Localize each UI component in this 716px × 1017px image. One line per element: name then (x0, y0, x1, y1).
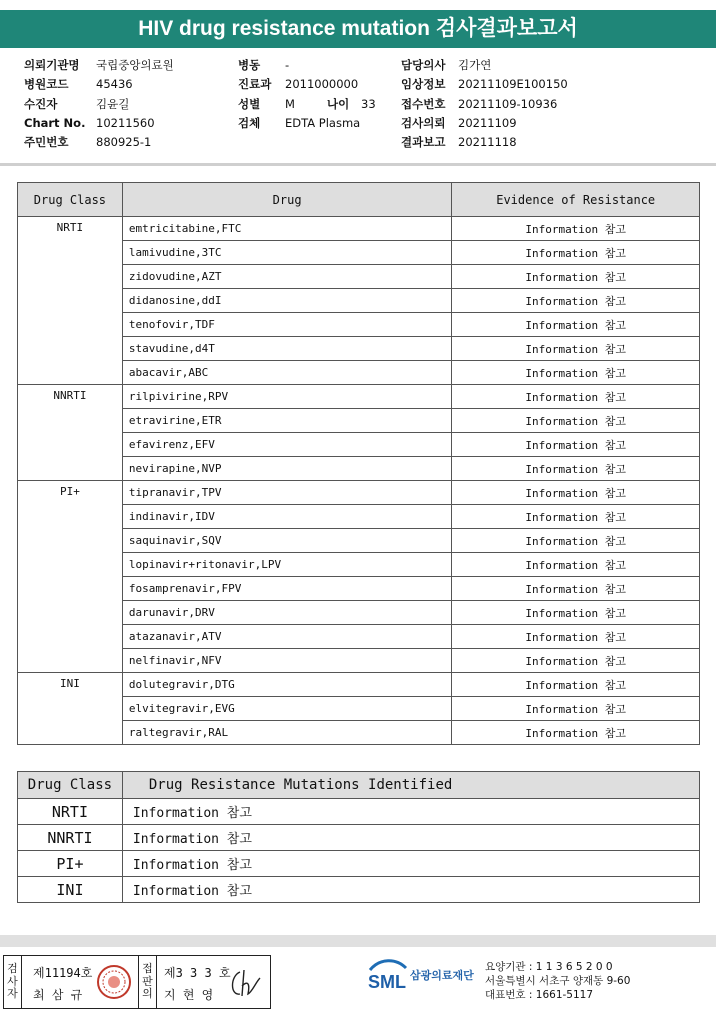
info-value: 880925-1 (96, 135, 152, 150)
org-line: 대표번호 : 1661-5117 (485, 989, 594, 1001)
drug-cell: abacavir,ABC (122, 361, 452, 385)
org-line: 서울특별시 서초구 양재동 9-60 (485, 975, 631, 987)
drug-cell: rilpivirine,RPV (122, 385, 452, 409)
evidence-cell: Information 참고 (452, 217, 700, 241)
column-header: Drug (122, 183, 452, 217)
info-value: 김윤길 (96, 96, 130, 111)
evidence-cell: Information 참고 (452, 721, 700, 745)
drug-class-cell: INI (18, 877, 123, 903)
drug-cell: lopinavir+ritonavir,LPV (122, 553, 452, 577)
evidence-cell: Information 참고 (452, 361, 700, 385)
footer-divider (0, 935, 716, 947)
evidence-cell: Information 참고 (452, 553, 700, 577)
info-value: 20211118 (458, 135, 517, 150)
drug-class-cell: PI+ (18, 481, 123, 673)
drug-class-cell: NNRTI (18, 825, 123, 851)
info-label: 검체 (238, 115, 261, 130)
evidence-cell: Information 참고 (452, 625, 700, 649)
info-value: 10211560 (96, 115, 155, 130)
evidence-cell: Information 참고 (452, 265, 700, 289)
org-details (485, 960, 630, 1002)
resistance-table (17, 182, 700, 745)
drug-cell: emtricitabine,FTC (122, 217, 452, 241)
drug-class-cell: PI+ (18, 851, 123, 877)
drug-cell: indinavir,IDV (122, 505, 452, 529)
info-label: 수진자 (24, 96, 58, 111)
evidence-cell: Information 참고 (452, 601, 700, 625)
evidence-cell: Information 참고 (452, 433, 700, 457)
sml-logo-icon (366, 956, 408, 994)
evidence-cell: Information 참고 (452, 697, 700, 721)
report-title: HIV drug resistance mutation 검사결과보고서 (0, 10, 716, 48)
org-line: 요양기관 : 1 1 3 6 5 2 0 0 (485, 961, 613, 973)
patient-info-col3 (401, 56, 568, 152)
org-logo (366, 956, 474, 994)
evidence-cell: Information 참고 (452, 241, 700, 265)
drug-cell: elvitegravir,EVG (122, 697, 452, 721)
mutation-cell: Information 참고 (122, 825, 699, 851)
info-value: 김가연 (458, 58, 492, 72)
evidence-cell: Information 참고 (452, 385, 700, 409)
info-value: 20211109E100150 (458, 77, 568, 92)
table-row (18, 851, 700, 877)
table-row (18, 481, 700, 505)
evidence-cell: Information 참고 (452, 577, 700, 601)
info-value: 20211109-10936 (458, 96, 558, 111)
column-header: Drug Resistance Mutations Identified (122, 772, 699, 799)
tab-char: 사 (7, 974, 18, 988)
info-value: M (285, 96, 295, 111)
patient-info-col1 (24, 56, 174, 152)
info-value: 2011000000 (285, 77, 359, 92)
info-value: 국립중앙의료원 (96, 58, 174, 72)
evidence-cell: Information 참고 (452, 289, 700, 313)
info-label: 주민번호 (24, 135, 69, 150)
drug-class-cell: NRTI (18, 799, 123, 825)
info-label: 결과보고 (401, 135, 446, 150)
info-value: 45436 (96, 77, 133, 92)
tab-char: 판 (142, 974, 153, 988)
info-label: 병동 (238, 58, 261, 72)
evidence-cell: Information 참고 (452, 481, 700, 505)
mutation-cell: Information 참고 (122, 851, 699, 877)
evidence-cell: Information 참고 (452, 673, 700, 697)
evidence-cell: Information 참고 (452, 313, 700, 337)
info-label: 성별 (238, 96, 261, 111)
tab-char: 의 (142, 987, 153, 1001)
patient-info-col2 (238, 56, 376, 133)
reviewer-tab (138, 956, 157, 1008)
info-value: 33 (361, 96, 376, 111)
drug-cell: lamivudine,3TC (122, 241, 452, 265)
drug-cell: stavudine,d4T (122, 337, 452, 361)
drug-cell: dolutegravir,DTG (122, 673, 452, 697)
column-header: Drug Class (18, 772, 123, 799)
column-header: Evidence of Resistance (452, 183, 700, 217)
drug-cell: fosamprenavir,FPV (122, 577, 452, 601)
table-row (18, 217, 700, 241)
org-name: 삼광의료재단 (410, 969, 474, 982)
table-row (18, 877, 700, 903)
drug-cell: zidovudine,AZT (122, 265, 452, 289)
drug-cell: etravirine,ETR (122, 409, 452, 433)
drug-cell: atazanavir,ATV (122, 625, 452, 649)
mutation-cell: Information 참고 (122, 799, 699, 825)
drug-cell: nelfinavir,NFV (122, 649, 452, 673)
evidence-cell: Information 참고 (452, 649, 700, 673)
info-label: Chart No. (24, 115, 86, 130)
table-row (18, 799, 700, 825)
divider (0, 163, 716, 166)
info-label: 진료과 (238, 77, 272, 92)
evidence-cell: Information 참고 (452, 457, 700, 481)
info-value: EDTA Plasma (285, 115, 361, 130)
drug-class-cell: NRTI (18, 217, 123, 385)
info-value: - (285, 58, 290, 72)
drug-cell: tipranavir,TPV (122, 481, 452, 505)
info-label: 의뢰기관명 (24, 58, 80, 72)
footer (0, 948, 716, 1017)
tab-char: 검 (7, 962, 18, 976)
table-row (18, 825, 700, 851)
seal-icon (96, 964, 132, 1000)
drug-cell: tenofovir,TDF (122, 313, 452, 337)
logo-text: SML (368, 972, 406, 992)
info-label: 담당의사 (401, 58, 446, 72)
drug-cell: saquinavir,SQV (122, 529, 452, 553)
table-row (18, 673, 700, 697)
signature-icon (226, 962, 266, 1002)
drug-cell: darunavir,DRV (122, 601, 452, 625)
drug-cell: nevirapine,NVP (122, 457, 452, 481)
drug-cell: didanosine,ddI (122, 289, 452, 313)
info-value: 20211109 (458, 115, 517, 130)
mutation-cell: Information 참고 (122, 877, 699, 903)
inspector-tab (4, 956, 22, 1008)
info-label: 병원코드 (24, 77, 69, 92)
evidence-cell: Information 참고 (452, 409, 700, 433)
evidence-cell: Information 참고 (452, 505, 700, 529)
reviewer-name: 지 현 영 (164, 988, 214, 1002)
tab-char: 자 (7, 987, 18, 1001)
resistance-table-body (18, 217, 700, 745)
drug-class-cell: INI (18, 673, 123, 745)
drug-class-cell: NNRTI (18, 385, 123, 481)
table-row (18, 385, 700, 409)
info-label: 임상정보 (401, 77, 446, 92)
evidence-cell: Information 참고 (452, 337, 700, 361)
column-header: Drug Class (18, 183, 123, 217)
drug-cell: efavirenz,EFV (122, 433, 452, 457)
info-label: 나이 (327, 96, 350, 111)
info-label: 검사의뢰 (401, 115, 446, 130)
reviewer-number: 제3 3 3 호 (164, 966, 231, 980)
inspector-name: 최 삼 규 (33, 988, 83, 1002)
info-label: 접수번호 (401, 96, 446, 111)
drug-cell: raltegravir,RAL (122, 721, 452, 745)
signature-box (3, 955, 271, 1009)
tab-char: 접 (142, 962, 153, 976)
inspector-number: 제11194호 (33, 966, 93, 980)
evidence-cell: Information 참고 (452, 529, 700, 553)
mutation-table (17, 771, 700, 903)
